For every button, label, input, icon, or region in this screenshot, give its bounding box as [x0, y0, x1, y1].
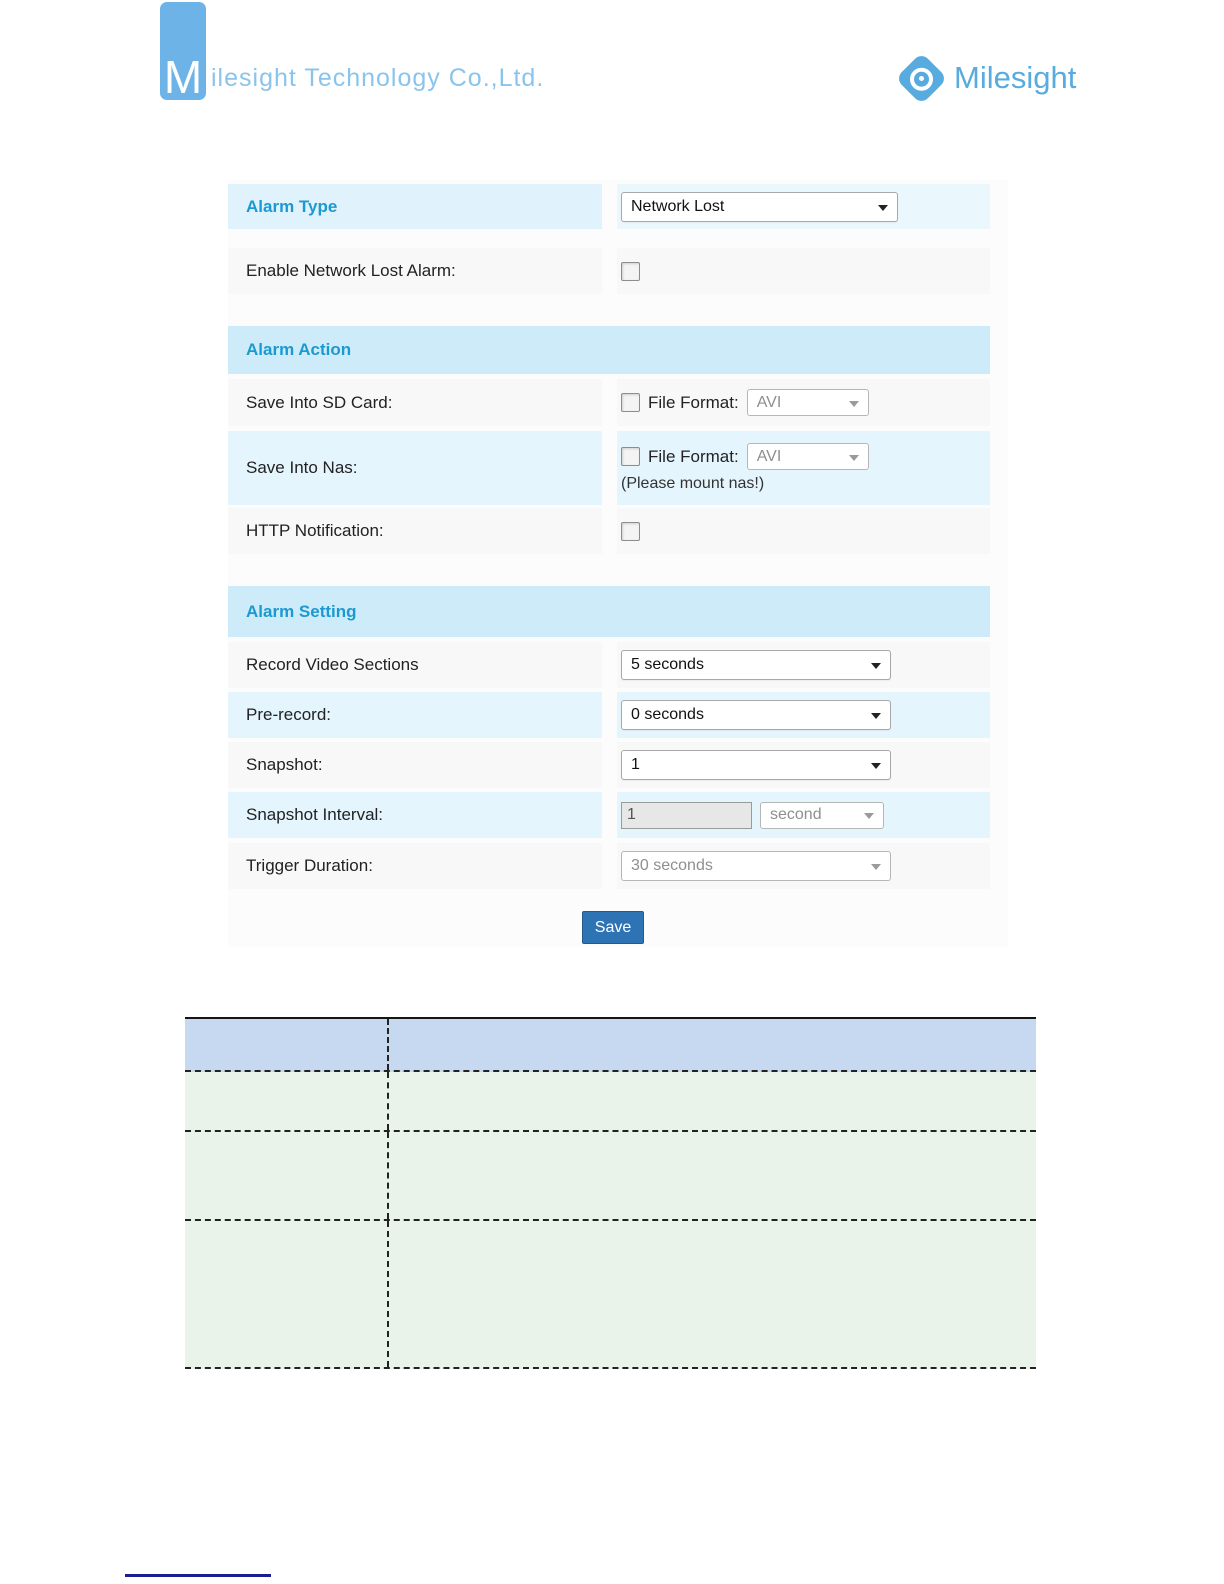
alarm-type-selected: Network Lost [631, 197, 725, 215]
table-row [185, 1221, 1036, 1369]
table-header-row [185, 1019, 1036, 1072]
save-sd-label: Save Into SD Card: [228, 379, 602, 426]
snapshot-interval-label: Snapshot Interval: [228, 792, 602, 838]
table-row [185, 1132, 1036, 1221]
nas-mount-note: (Please mount nas!) [621, 475, 765, 492]
sd-file-format-label: File Format: [648, 392, 739, 412]
save-sd-checkbox[interactable] [621, 393, 640, 412]
milesight-brand [903, 55, 1076, 101]
http-notification-label: HTTP Notification: [228, 508, 602, 554]
save-nas-row [228, 431, 990, 505]
company-name: ilesight Technology Co.,Ltd. [211, 64, 545, 92]
pre-record-value-cell [617, 692, 990, 738]
save-sd-row [228, 379, 990, 426]
save-sd-value-cell [617, 379, 990, 426]
chevron-down-icon [849, 401, 859, 407]
chevron-down-icon [871, 864, 881, 870]
table-row [185, 1072, 1036, 1132]
trigger-duration-selected: 30 seconds [631, 857, 713, 874]
alarm-type-label: Alarm Type [228, 184, 602, 229]
alarm-type-select[interactable] [621, 192, 898, 222]
table-cell [185, 1221, 389, 1367]
alarm-setting-header: Alarm Setting [228, 586, 990, 637]
trigger-duration-value-cell [617, 843, 990, 889]
snapshot-interval-input[interactable] [621, 802, 752, 829]
snapshot-select[interactable] [621, 750, 891, 780]
save-nas-checkbox[interactable] [621, 447, 640, 466]
enable-alarm-row [228, 248, 990, 294]
pre-record-label: Pre-record: [228, 692, 602, 738]
alarm-settings-panel [228, 180, 1008, 947]
logo-m-tile [160, 2, 206, 104]
table-header-cell [185, 1019, 389, 1070]
table-cell [389, 1132, 1036, 1219]
record-video-value-cell [617, 642, 990, 688]
snapshot-interval-value-cell [617, 792, 990, 838]
snapshot-row [228, 742, 990, 788]
enable-alarm-value-cell [617, 248, 990, 294]
table-cell [185, 1132, 389, 1219]
chevron-down-icon [864, 813, 874, 819]
chevron-down-icon [871, 713, 881, 719]
pre-record-selected: 0 seconds [631, 706, 704, 723]
save-nas-label: Save Into Nas: [228, 431, 602, 505]
table-header-cell [389, 1019, 1036, 1070]
trigger-duration-row [228, 843, 990, 889]
record-video-selected: 5 seconds [631, 656, 704, 673]
chevron-down-icon [878, 205, 888, 211]
table-cell [389, 1221, 1036, 1367]
footnote-divider [125, 1574, 271, 1577]
record-video-select[interactable] [621, 650, 891, 680]
record-video-row [228, 642, 990, 688]
pre-record-select[interactable] [621, 700, 891, 730]
nas-file-format-select[interactable] [747, 443, 869, 470]
chevron-down-icon [849, 455, 859, 461]
sd-file-format-select[interactable] [747, 389, 869, 416]
nas-file-format-label: File Format: [648, 446, 739, 466]
logo-m-letter: M [163, 51, 203, 104]
aperture-icon [905, 62, 938, 95]
milesight-logo-icon [895, 52, 947, 104]
http-notification-row [228, 508, 990, 554]
enable-alarm-checkbox[interactable] [621, 262, 640, 281]
http-notification-value-cell [617, 508, 990, 554]
snapshot-interval-row [228, 792, 990, 838]
alarm-action-header: Alarm Action [228, 326, 990, 374]
trigger-duration-label: Trigger Duration: [228, 843, 602, 889]
trigger-duration-select[interactable] [621, 851, 891, 881]
description-table [185, 1017, 1036, 1369]
alarm-type-value-cell [617, 184, 990, 229]
snapshot-value-cell [617, 742, 990, 788]
chevron-down-icon [871, 663, 881, 669]
snapshot-interval-unit-select[interactable] [760, 802, 884, 829]
enable-alarm-label: Enable Network Lost Alarm: [228, 248, 602, 294]
table-cell [389, 1072, 1036, 1130]
sd-file-format-selected: AVI [756, 393, 782, 411]
brand-name: Milesight [954, 60, 1077, 95]
save-nas-value-cell [617, 431, 990, 505]
table-cell [185, 1072, 389, 1130]
http-notification-checkbox[interactable] [621, 522, 640, 541]
snapshot-interval-unit-selected: second [770, 806, 822, 823]
alarm-type-row [228, 184, 990, 229]
snapshot-selected: 1 [631, 756, 640, 773]
record-video-label: Record Video Sections [228, 642, 602, 688]
pre-record-row [228, 692, 990, 738]
save-button[interactable]: Save [582, 911, 644, 944]
chevron-down-icon [871, 763, 881, 769]
nas-file-format-selected: AVI [756, 447, 782, 465]
snapshot-label: Snapshot: [228, 742, 602, 788]
